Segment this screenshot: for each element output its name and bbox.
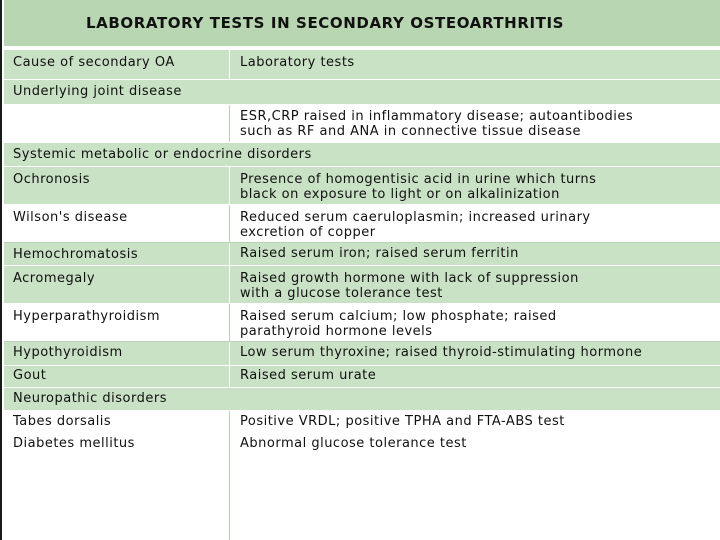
section-label: Systemic metabolic or endocrine disorders xyxy=(13,147,312,162)
tests-cell xyxy=(229,411,720,434)
section-row-joint xyxy=(4,80,720,105)
table-row xyxy=(4,434,720,540)
tests-line: with a glucose tolerance test xyxy=(240,286,443,301)
cause-cell: Wilson's disease xyxy=(13,210,128,225)
tests-line: Reduced serum caeruloplasmin; increased urinary xyxy=(240,210,591,225)
header-cause: Cause of secondary OA xyxy=(13,55,175,70)
cause-cell: Hypothyroidism xyxy=(13,345,123,360)
table-row xyxy=(4,167,720,205)
cause-cell xyxy=(4,105,229,142)
section-row-metabolic xyxy=(4,143,720,167)
section-label: Neuropathic disorders xyxy=(13,391,167,406)
tests-cell xyxy=(229,167,720,204)
cause-cell: Hemochromatosis xyxy=(13,247,139,262)
tests-line: Presence of homogentisic acid in urine which turns xyxy=(240,172,597,187)
tests-line: Raised serum urate xyxy=(240,368,377,383)
cause-cell: Ochronosis xyxy=(13,172,90,187)
table-row xyxy=(4,243,720,266)
tests-line: Raised growth hormone with lack of suppression xyxy=(240,271,579,286)
table-title: LABORATORY TESTS IN SECONDARY OSTEOARTHRITIS xyxy=(4,0,720,46)
tests-line: such as RF and ANA in connective tissue disease xyxy=(240,124,582,139)
table-row xyxy=(4,304,720,342)
tests-line: Raised serum calcium; low phosphate; raised xyxy=(240,309,557,324)
cause-cell: Tabes dorsalis xyxy=(13,414,112,429)
cause-cell: Diabetes mellitus xyxy=(13,436,135,451)
header-tests: Laboratory tests xyxy=(229,50,720,79)
tests-line: excretion of copper xyxy=(240,225,376,240)
tests-line: parathyroid hormone levels xyxy=(240,324,433,339)
table-row xyxy=(4,342,720,366)
tests-cell xyxy=(229,243,720,265)
cause-cell: Gout xyxy=(13,368,47,383)
section-label: Underlying joint disease xyxy=(13,84,182,99)
table-row xyxy=(4,205,720,243)
table-row xyxy=(4,411,720,434)
table-row xyxy=(4,105,720,143)
table-row xyxy=(4,266,720,304)
tests-cell xyxy=(229,434,720,540)
tests-cell xyxy=(229,266,720,303)
tests-cell xyxy=(229,304,720,341)
tests-line: ESR,CRP raised in inflammatory disease; autoantibodies xyxy=(240,109,634,124)
section-row-neuropathic xyxy=(4,388,720,411)
tests-line: Raised serum iron; raised serum ferritin xyxy=(240,246,519,261)
tests-cell xyxy=(229,342,720,365)
table-row xyxy=(4,366,720,388)
tests-line: Positive VRDL; positive TPHA and FTA-ABS test xyxy=(240,414,565,429)
tests-line: Low serum thyroxine; raised thyroid-stimulating hormone xyxy=(240,345,643,360)
tests-line: black on exposure to light or on alkalinization xyxy=(240,187,560,202)
cause-cell: Hyperparathyroidism xyxy=(13,309,161,324)
table-header-row xyxy=(4,50,720,80)
tests-cell xyxy=(229,205,720,242)
tests-cell xyxy=(229,366,720,387)
tests-line: Abnormal glucose tolerance test xyxy=(240,436,467,451)
tests-cell xyxy=(229,105,720,142)
cause-cell: Acromegaly xyxy=(13,271,96,286)
